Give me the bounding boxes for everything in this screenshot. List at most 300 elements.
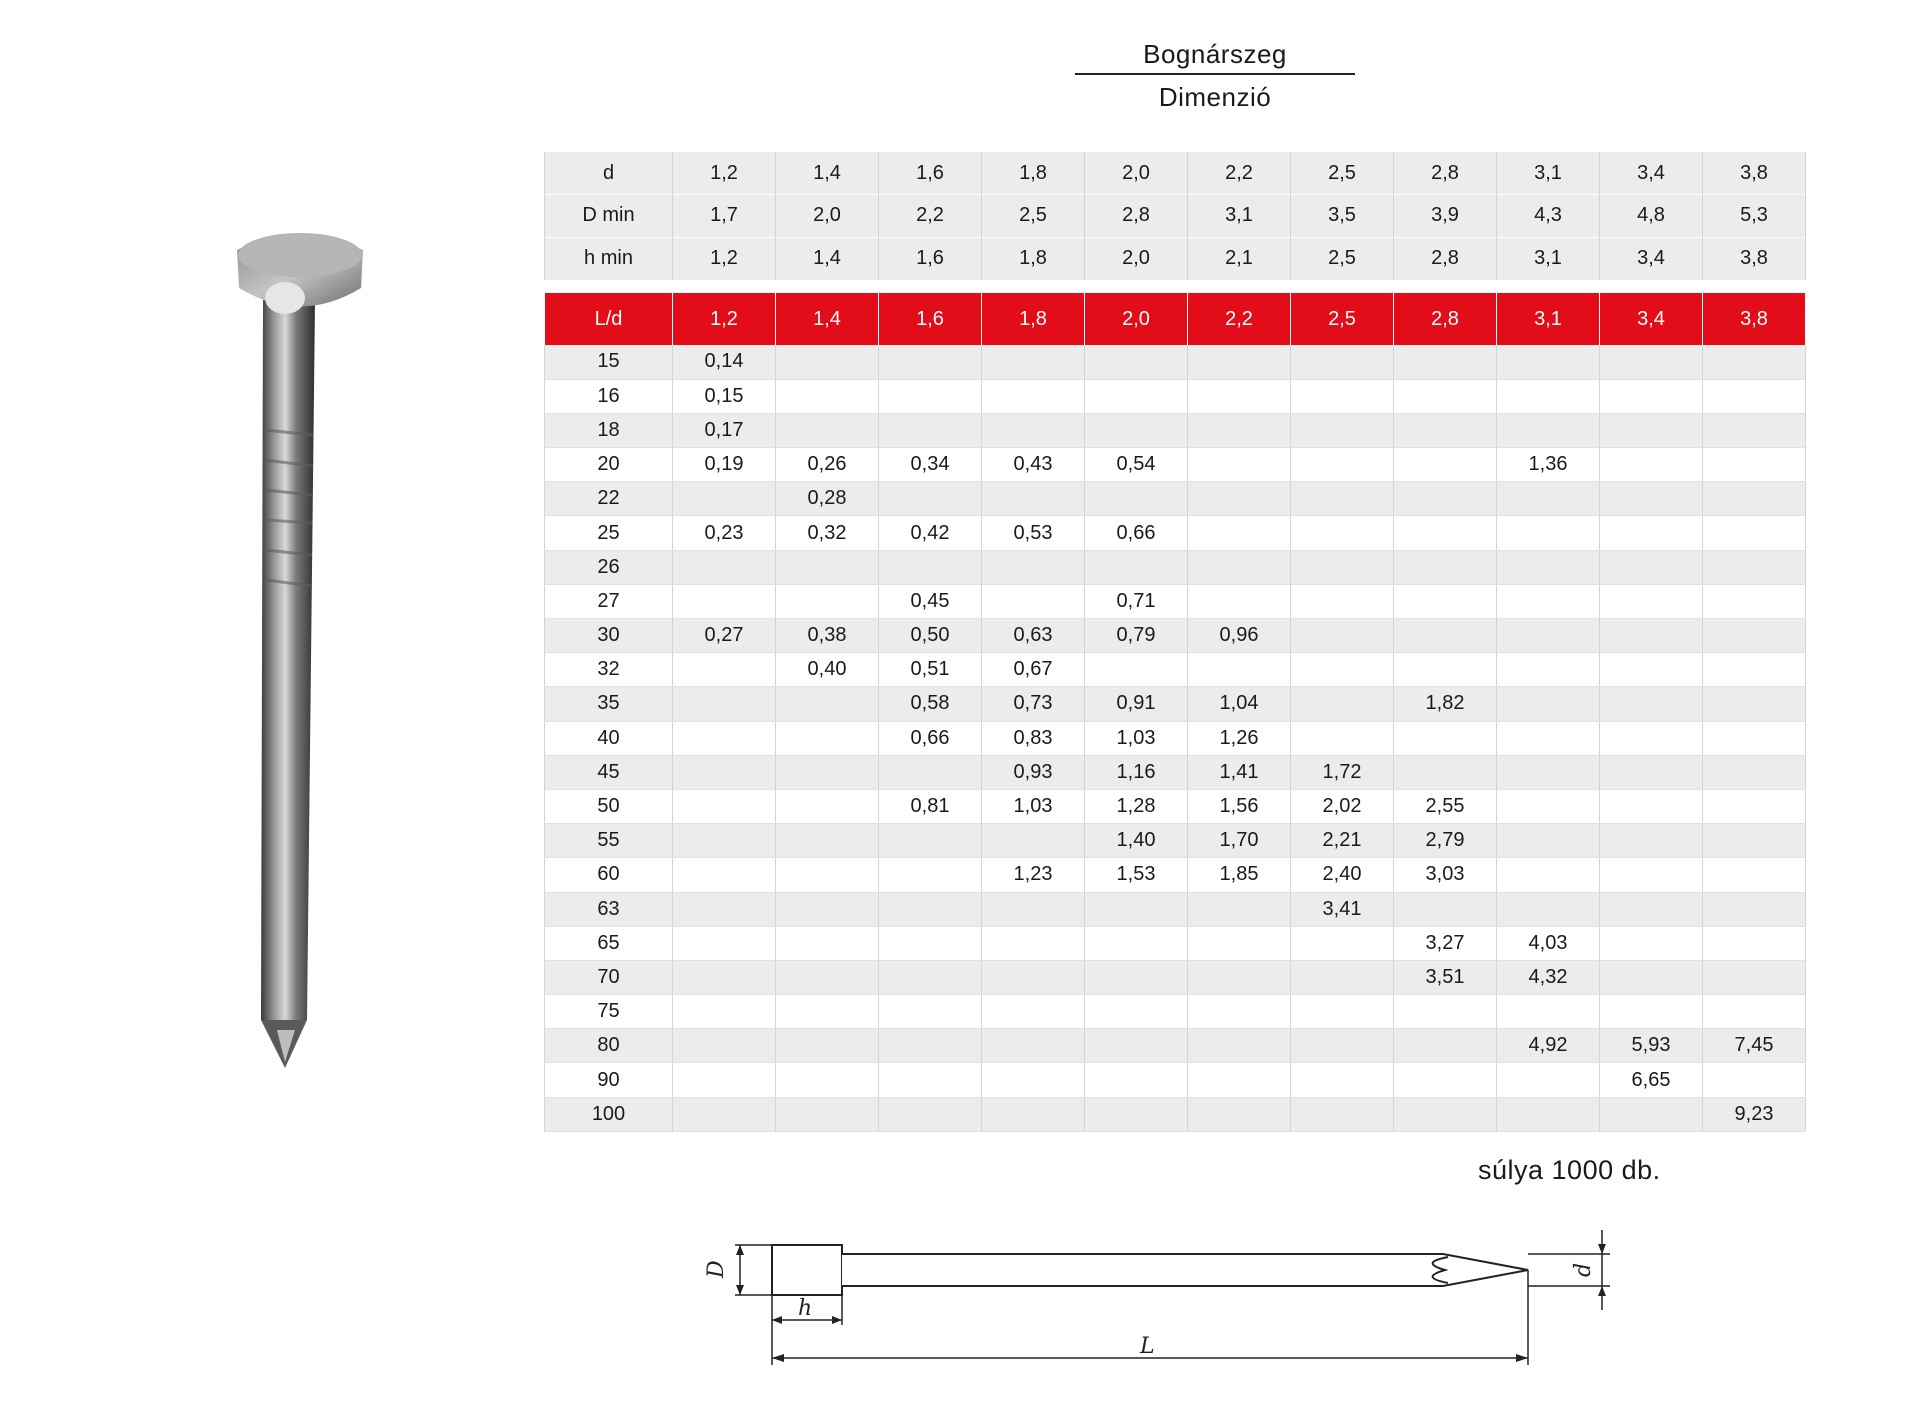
row-length: 90: [545, 1063, 673, 1097]
weight-cell: [1188, 482, 1291, 516]
weight-cell: [776, 550, 879, 584]
weight-cell: 5,93: [1600, 1029, 1703, 1063]
weight-cell: [673, 858, 776, 892]
weight-cell: [879, 824, 982, 858]
table-row: [545, 345, 1806, 379]
diagram-shank: [842, 1254, 1528, 1286]
weight-cell: 1,23: [982, 858, 1085, 892]
weight-cell: 0,43: [982, 448, 1085, 482]
weight-cell: [1600, 892, 1703, 926]
weight-cell: [1394, 413, 1497, 447]
weight-cell: [1291, 516, 1394, 550]
table-row: [545, 755, 1806, 789]
row-length: 27: [545, 584, 673, 618]
dimension-value: 2,8: [1394, 237, 1497, 280]
weight-cell: [879, 755, 982, 789]
weight-cell: [879, 345, 982, 379]
weight-cell: [1497, 721, 1600, 755]
weight-cell: [1600, 995, 1703, 1029]
weight-cell: 0,51: [879, 653, 982, 687]
dimension-value: 2,8: [1394, 152, 1497, 195]
weight-cell: [1497, 687, 1600, 721]
weight-cell: 0,96: [1188, 619, 1291, 653]
weight-cell: 0,38: [776, 619, 879, 653]
weight-cell: [1497, 995, 1600, 1029]
row-length: 50: [545, 789, 673, 823]
weight-cell: [776, 721, 879, 755]
row-length: 70: [545, 960, 673, 994]
table-row: [545, 482, 1806, 516]
row-length: 80: [545, 1029, 673, 1063]
weight-cell: [1085, 995, 1188, 1029]
weight-cell: [1188, 653, 1291, 687]
weight-cell: 3,03: [1394, 858, 1497, 892]
weight-cell: [776, 892, 879, 926]
dimension-value: 1,2: [673, 237, 776, 280]
weight-cell: [1703, 345, 1806, 379]
weight-cell: [879, 995, 982, 1029]
weight-cell: [1703, 687, 1806, 721]
dimension-value: 1,6: [879, 237, 982, 280]
weight-cell: [1600, 824, 1703, 858]
dimension-value: 3,1: [1497, 152, 1600, 195]
weight-cell: [1600, 687, 1703, 721]
weight-cell: 0,50: [879, 619, 982, 653]
diagram-label-h: h: [798, 1296, 813, 1321]
weight-cell: 1,28: [1085, 789, 1188, 823]
row-length: 65: [545, 926, 673, 960]
weight-cell: 1,16: [1085, 755, 1188, 789]
weight-cell: 7,45: [1703, 1029, 1806, 1063]
column-header: 1,2: [673, 293, 776, 345]
weight-cell: [673, 960, 776, 994]
weight-cell: [879, 858, 982, 892]
weight-cell: [982, 926, 1085, 960]
weight-cell: [673, 584, 776, 618]
weight-note: súlya 1000 db.: [1478, 1155, 1661, 1185]
column-header: 3,8: [1703, 293, 1806, 345]
weight-cell: [1394, 892, 1497, 926]
weight-cell: [1188, 926, 1291, 960]
weight-cell: [1394, 550, 1497, 584]
weight-cell: [673, 824, 776, 858]
column-header: 1,8: [982, 293, 1085, 345]
weight-cell: [1497, 755, 1600, 789]
weight-cell: 0,42: [879, 516, 982, 550]
weight-cell: [1085, 1063, 1188, 1097]
table-row: [545, 413, 1806, 447]
weight-cell: [1497, 1097, 1600, 1131]
table-row: [545, 926, 1806, 960]
dimension-value: 3,4: [1600, 237, 1703, 280]
weight-cell: [1085, 482, 1188, 516]
weight-cell: 0,79: [1085, 619, 1188, 653]
table-row: [545, 1029, 1806, 1063]
weight-cell: [1600, 789, 1703, 823]
weight-cell: [1291, 1029, 1394, 1063]
column-header: 1,4: [776, 293, 879, 345]
weight-cell: [1703, 858, 1806, 892]
weight-cell: 0,91: [1085, 687, 1188, 721]
weight-cell: [776, 789, 879, 823]
weight-cell: 0,73: [982, 687, 1085, 721]
weight-cell: [1703, 482, 1806, 516]
weight-cell: [1600, 413, 1703, 447]
weight-cell: 4,92: [1497, 1029, 1600, 1063]
product-title: Bognárszeg: [1143, 39, 1287, 69]
weight-header-row: [545, 293, 1806, 345]
weight-cell: [673, 653, 776, 687]
weight-cell: [1085, 926, 1188, 960]
weight-cell: [1085, 345, 1188, 379]
weight-cell: [1497, 345, 1600, 379]
weight-cell: [1394, 755, 1497, 789]
weight-cell: [673, 550, 776, 584]
weight-cell: [776, 1097, 879, 1131]
table-row: [545, 858, 1806, 892]
weight-cell: [673, 995, 776, 1029]
weight-cell: 0,40: [776, 653, 879, 687]
row-length: 45: [545, 755, 673, 789]
weight-cell: 0,14: [673, 345, 776, 379]
weight-cell: [1394, 721, 1497, 755]
dimension-value: 2,5: [982, 195, 1085, 238]
weight-cell: [673, 1063, 776, 1097]
table-row: [545, 448, 1806, 482]
weight-cell: [1703, 379, 1806, 413]
dimension-value: 3,1: [1497, 237, 1600, 280]
weight-cell: [1291, 1063, 1394, 1097]
weight-cell: [673, 789, 776, 823]
table-row: [545, 892, 1806, 926]
weight-cell: [1600, 482, 1703, 516]
dimension-value: 2,2: [1188, 152, 1291, 195]
weight-cell: [1291, 448, 1394, 482]
weight-cell: 1,26: [1188, 721, 1291, 755]
table-row: [545, 379, 1806, 413]
weight-cell: 1,41: [1188, 755, 1291, 789]
weight-cell: [982, 379, 1085, 413]
dimension-value: 2,2: [879, 195, 982, 238]
weight-cell: 2,40: [1291, 858, 1394, 892]
dimension-value: 3,1: [1188, 195, 1291, 238]
dimension-value: 5,3: [1703, 195, 1806, 238]
table-row: [545, 1063, 1806, 1097]
weight-cell: [1497, 858, 1600, 892]
row-length: 15: [545, 345, 673, 379]
weight-cell: 0,32: [776, 516, 879, 550]
weight-cell: [1188, 892, 1291, 926]
dimension-value: 1,4: [776, 152, 879, 195]
weight-cell: 6,65: [1600, 1063, 1703, 1097]
weight-cell: [673, 1029, 776, 1063]
weight-cell: [879, 413, 982, 447]
weight-cell: 1,03: [982, 789, 1085, 823]
weight-cell: [879, 482, 982, 516]
weight-cell: [1394, 995, 1497, 1029]
weight-cell: [1394, 345, 1497, 379]
row-length: 22: [545, 482, 673, 516]
dimension-label: D min: [545, 195, 673, 238]
weight-cell: 0,15: [673, 379, 776, 413]
row-length: 35: [545, 687, 673, 721]
weight-cell: [1188, 960, 1291, 994]
weight-cell: [1394, 379, 1497, 413]
dimension-value: 1,7: [673, 195, 776, 238]
weight-cell: 1,70: [1188, 824, 1291, 858]
diagram-label-D: D: [704, 1260, 729, 1278]
weight-cell: [673, 482, 776, 516]
row-length: 60: [545, 858, 673, 892]
weight-cell: [982, 1097, 1085, 1131]
weight-cell: [776, 858, 879, 892]
table-row: [545, 1097, 1806, 1131]
weight-cell: [1703, 1063, 1806, 1097]
weight-cell: [879, 926, 982, 960]
weight-cell: [982, 482, 1085, 516]
weight-cell: [1291, 653, 1394, 687]
weight-cell: [1600, 379, 1703, 413]
weight-cell: [1600, 448, 1703, 482]
weight-cell: [1703, 755, 1806, 789]
weight-cell: 1,85: [1188, 858, 1291, 892]
weight-cell: 4,03: [1497, 926, 1600, 960]
weight-cell: [1291, 379, 1394, 413]
weight-cell: [1085, 1097, 1188, 1131]
weight-cell: [1703, 926, 1806, 960]
table-row: [545, 516, 1806, 550]
weight-cell: 0,54: [1085, 448, 1188, 482]
dimension-value: 3,5: [1291, 195, 1394, 238]
row-length: 25: [545, 516, 673, 550]
table-row: [545, 550, 1806, 584]
weight-cell: [1291, 345, 1394, 379]
weight-cell: [1497, 550, 1600, 584]
weight-cell: [776, 413, 879, 447]
row-length: 30: [545, 619, 673, 653]
weight-cell: [982, 960, 1085, 994]
weight-cell: [1600, 721, 1703, 755]
table-row: [545, 687, 1806, 721]
row-length: 26: [545, 550, 673, 584]
weight-cell: 1,40: [1085, 824, 1188, 858]
weight-cell: [1497, 619, 1600, 653]
weight-cell: 2,55: [1394, 789, 1497, 823]
weight-cell: 0,66: [1085, 516, 1188, 550]
weight-cell: [1497, 584, 1600, 618]
weight-cell: [776, 345, 879, 379]
weight-cell: [1600, 550, 1703, 584]
weight-cell: [982, 1029, 1085, 1063]
dimension-value: 2,0: [776, 195, 879, 238]
weight-cell: [982, 413, 1085, 447]
dimension-value: 2,5: [1291, 152, 1394, 195]
weight-cell: 1,82: [1394, 687, 1497, 721]
weight-cell: 0,81: [879, 789, 982, 823]
dimension-value: 3,8: [1703, 237, 1806, 280]
weight-cell: [1703, 584, 1806, 618]
weight-cell: 0,19: [673, 448, 776, 482]
weight-cell: 0,63: [982, 619, 1085, 653]
table-row: [545, 995, 1806, 1029]
weight-cell: [1703, 653, 1806, 687]
dimension-value: 4,8: [1600, 195, 1703, 238]
weight-cell: [1188, 516, 1291, 550]
weight-cell: [1600, 584, 1703, 618]
weight-cell: [1188, 448, 1291, 482]
weight-cell: [1291, 1097, 1394, 1131]
weight-cell: [1394, 482, 1497, 516]
table-row: [545, 960, 1806, 994]
weight-cell: 3,27: [1394, 926, 1497, 960]
column-header: 2,8: [1394, 293, 1497, 345]
weight-cell: [1703, 789, 1806, 823]
row-length: 20: [545, 448, 673, 482]
weight-cell: [776, 755, 879, 789]
weight-cell: [776, 995, 879, 1029]
weight-cell: [1600, 345, 1703, 379]
table-row: [545, 619, 1806, 653]
weight-cell: [1497, 379, 1600, 413]
header-label: L/d: [545, 293, 673, 345]
weight-cell: 0,28: [776, 482, 879, 516]
nail-photo-icon: [225, 230, 375, 1080]
weight-cell: [1085, 413, 1188, 447]
weight-cell: [1188, 1097, 1291, 1131]
weight-cell: [673, 926, 776, 960]
weight-cell: 0,53: [982, 516, 1085, 550]
weight-cell: [879, 1029, 982, 1063]
weight-cell: [673, 892, 776, 926]
weight-cell: [1497, 413, 1600, 447]
nail-dimension-diagram: [680, 1225, 1640, 1375]
weight-cell: [1600, 960, 1703, 994]
weight-cell: 1,36: [1497, 448, 1600, 482]
weight-cell: [776, 824, 879, 858]
weight-cell: [1085, 960, 1188, 994]
weight-cell: [1703, 413, 1806, 447]
weight-cell: 0,93: [982, 755, 1085, 789]
weight-cell: [1188, 995, 1291, 1029]
weight-cell: 0,66: [879, 721, 982, 755]
weight-cell: [1497, 653, 1600, 687]
weight-cell: [879, 379, 982, 413]
column-header: 2,2: [1188, 293, 1291, 345]
column-header: 3,1: [1497, 293, 1600, 345]
weight-cell: [1085, 1029, 1188, 1063]
weight-cell: [982, 995, 1085, 1029]
dimension-row: [545, 195, 1806, 238]
weight-cell: [879, 960, 982, 994]
weight-cell: [1600, 516, 1703, 550]
weight-cell: [1497, 516, 1600, 550]
weight-cell: [982, 824, 1085, 858]
row-length: 55: [545, 824, 673, 858]
weight-cell: [1394, 516, 1497, 550]
weight-cell: [982, 550, 1085, 584]
weight-cell: [673, 721, 776, 755]
weight-cell: [1291, 995, 1394, 1029]
weight-cell: [1188, 379, 1291, 413]
weight-cell: [1188, 550, 1291, 584]
weight-cell: 4,32: [1497, 960, 1600, 994]
weight-cell: [1291, 926, 1394, 960]
weight-cell: [1188, 584, 1291, 618]
row-length: 18: [545, 413, 673, 447]
dimension-row: [545, 152, 1806, 195]
table-row: [545, 789, 1806, 823]
table-row: [545, 721, 1806, 755]
weight-cell: [1497, 789, 1600, 823]
weight-cell: 0,27: [673, 619, 776, 653]
weight-cell: [776, 584, 879, 618]
weight-cell: [1394, 448, 1497, 482]
dimension-value: 1,8: [982, 237, 1085, 280]
weight-cell: [1394, 1029, 1497, 1063]
weight-cell: [879, 892, 982, 926]
weight-cell: 0,23: [673, 516, 776, 550]
weight-cell: [1600, 755, 1703, 789]
weight-cell: 1,53: [1085, 858, 1188, 892]
table-row: [545, 653, 1806, 687]
weight-cell: 0,34: [879, 448, 982, 482]
weight-cell: 2,21: [1291, 824, 1394, 858]
weight-cell: 0,83: [982, 721, 1085, 755]
weight-cell: [1703, 619, 1806, 653]
dimension-value: 2,8: [1085, 195, 1188, 238]
weight-cell: [673, 687, 776, 721]
row-length: 40: [545, 721, 673, 755]
weight-cell: 2,79: [1394, 824, 1497, 858]
weight-cell: [879, 1097, 982, 1131]
dimension-value: 2,0: [1085, 152, 1188, 195]
dimension-value: 2,0: [1085, 237, 1188, 280]
weight-cell: [1291, 413, 1394, 447]
weight-cell: 3,41: [1291, 892, 1394, 926]
weight-cell: [1703, 550, 1806, 584]
weight-cell: [776, 1063, 879, 1097]
weight-cell: 1,04: [1188, 687, 1291, 721]
weight-cell: 0,67: [982, 653, 1085, 687]
weight-cell: 3,51: [1394, 960, 1497, 994]
weight-cell: [1291, 584, 1394, 618]
weight-cell: [1703, 892, 1806, 926]
table-row: [545, 584, 1806, 618]
weight-cell: [776, 687, 879, 721]
weight-cell: [1703, 516, 1806, 550]
weight-cell: [776, 1029, 879, 1063]
weight-cell: [982, 345, 1085, 379]
table-row: [545, 824, 1806, 858]
diagram-label-L: L: [1140, 1334, 1155, 1359]
weight-cell: [982, 1063, 1085, 1097]
weight-cell: [1085, 550, 1188, 584]
weight-cell: [1291, 619, 1394, 653]
weight-cell: [1703, 960, 1806, 994]
weight-cell: 1,56: [1188, 789, 1291, 823]
weight-cell: [1497, 482, 1600, 516]
weight-cell: [982, 584, 1085, 618]
weight-cell: [1291, 687, 1394, 721]
weight-cell: 0,17: [673, 413, 776, 447]
row-length: 63: [545, 892, 673, 926]
dimension-row: [545, 237, 1806, 280]
weight-cell: 1,72: [1291, 755, 1394, 789]
dimension-value: 3,4: [1600, 152, 1703, 195]
weight-cell: [879, 550, 982, 584]
row-length: 100: [545, 1097, 673, 1131]
weight-cell: 2,02: [1291, 789, 1394, 823]
